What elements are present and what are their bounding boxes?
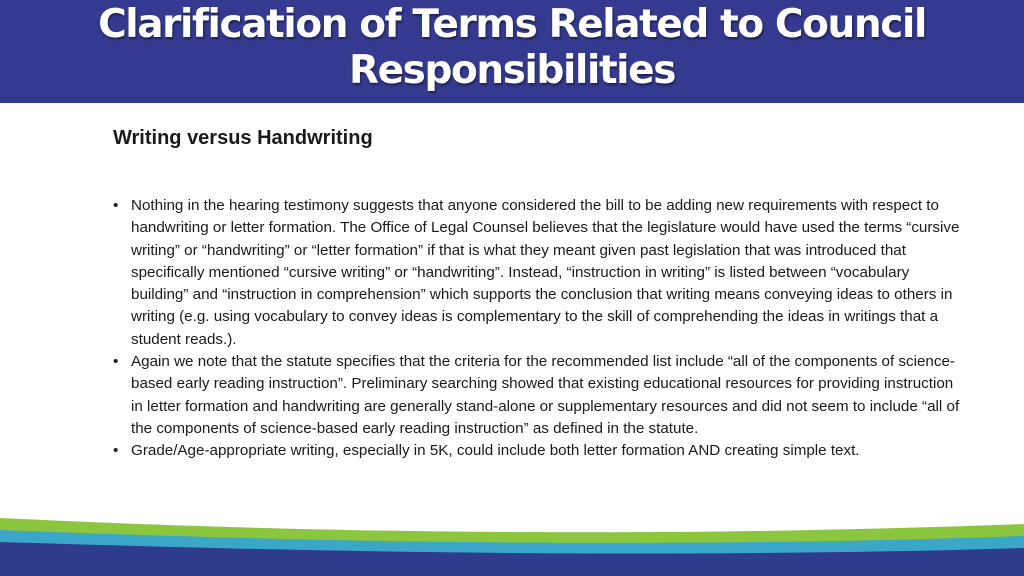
footer-swoosh bbox=[0, 510, 1024, 576]
section-subtitle: Writing versus Handwriting bbox=[113, 127, 373, 149]
bullet-item bbox=[113, 351, 963, 440]
bullet-marker: • bbox=[113, 442, 119, 460]
bullet-marker: • bbox=[113, 197, 119, 214]
bullet-text: Nothing in the hearing testimony suggests that anyone considered the bill to be adding new requirements with respect to handwriting or letter formation. The Office of Legal Counsel believes that the legislature would have used the terms “cursive writing” or “handwriting” or “letter formation” if that is what they meant given past legislation that was introduced that specifically mentioned “cursive writing” or “handwriting”. Instead, “instruction in writing” is listed between “vocabulary building” and “instruction in comprehension” which supports the conclusion that writing means conveying ideas to others in writing (e.g. using vocabulary to convey ideas is complementary to the skill of comprehending the ideas in writings that a student reads.). bbox=[131, 197, 960, 348]
page-title-line-1: Clarification of Terms Related to Council bbox=[98, 2, 926, 47]
bullet-text: Again we note that the statute specifies that the criteria for the recommended list include “all of the components of science-based early reading instruction”. Preliminary searching showed that existing educational resources for providing instruction in letter formation and handwriting are generally stand-alone or supplementary resources and did not seem to include “all of the components of science-based early reading instruction” as defined in the statute. bbox=[131, 353, 960, 437]
bullet-text: Grade/Age-appropriate writing, especially in 5K, could include both letter formation AND creating simple text. bbox=[131, 442, 860, 460]
bullet-item bbox=[113, 195, 963, 351]
bullet-list bbox=[113, 195, 963, 463]
page-title-line-2: Responsibilities bbox=[348, 48, 676, 93]
bullet-item bbox=[113, 440, 963, 462]
page-title bbox=[0, 2, 1024, 94]
bullet-marker: • bbox=[113, 353, 119, 371]
